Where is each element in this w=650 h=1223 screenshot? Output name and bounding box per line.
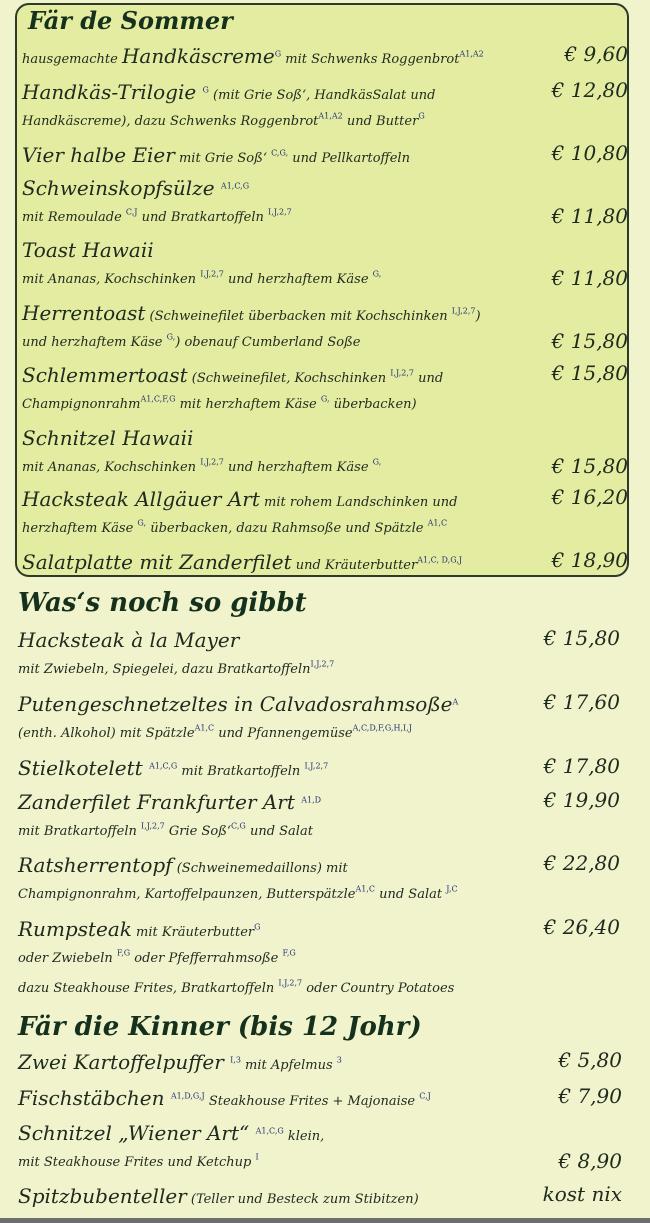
dish-description: und Bratkartoffeln xyxy=(137,210,269,225)
allergen-codes: C,J xyxy=(419,1091,431,1101)
dish-description: Steakhouse Frites + Majonaise xyxy=(204,1094,420,1109)
dish-price: € 10,80 xyxy=(551,141,628,165)
dish-description: klein, xyxy=(283,1129,325,1144)
dish-price: € 5,80 xyxy=(558,1048,622,1072)
allergen-codes: A1,C,G xyxy=(255,1126,284,1136)
dish-description: oder Pfefferrahmsoße xyxy=(130,951,283,966)
allergen-codes: C,G xyxy=(231,821,246,831)
dish-description: mit Remoulade xyxy=(22,210,126,225)
menu-item-line xyxy=(22,80,435,104)
allergen-codes: G, xyxy=(372,457,382,467)
dish-price: € 12,80 xyxy=(551,78,628,102)
allergen-codes: C,J xyxy=(125,207,138,217)
allergen-codes: A,C,D,F,G,H,I,J xyxy=(352,723,412,733)
dish-name: Schnitzel „Wiener Art“ xyxy=(18,1121,256,1145)
dish-name: Handkäs-Trilogie xyxy=(22,80,203,104)
dish-description: (Teller und Besteck zum Stibitzen) xyxy=(186,1192,419,1207)
dish-price: € 16,20 xyxy=(551,485,628,509)
allergen-codes: A1,C,F,G xyxy=(140,394,176,404)
dish-name: Hacksteak à la Mayer xyxy=(18,628,240,652)
section-title-summer: Fär de Sommer xyxy=(28,6,233,35)
menu-item-line xyxy=(18,917,261,941)
allergen-codes: I,J,2,7 xyxy=(451,306,476,316)
menu-item-line xyxy=(18,1184,419,1208)
dish-description: Handkäscreme), dazu Schwenks Roggenbrot xyxy=(22,114,319,129)
dish-description: mit Bratkartoffeln xyxy=(177,764,305,779)
dish-description: überbacken, dazu Rahmsoße und Spätzle xyxy=(146,521,428,536)
allergen-codes: I,J,2,7 xyxy=(268,207,292,217)
dish-description: (Schweinefilet, Kochschinken xyxy=(187,371,391,386)
dish-description: mit Zwiebeln, Spiegelei, dazu Bratkartoffeln xyxy=(18,662,311,677)
dish-description: mit rohem Landschinken und xyxy=(259,495,458,510)
dish-name: Schweinskopfsülze xyxy=(22,176,221,200)
dish-name: Toast Hawaii xyxy=(22,238,154,262)
allergen-codes: F,G xyxy=(116,948,131,958)
allergen-codes: I,J,2,7 xyxy=(141,821,165,831)
allergen-codes: I,J,2,7 xyxy=(278,978,303,988)
dish-description: ) obenauf Cumberland Soße xyxy=(175,335,361,350)
dish-price: € 22,80 xyxy=(543,851,620,875)
dish-name: Schnitzel Hawaii xyxy=(22,426,194,450)
menu-item-line xyxy=(22,517,447,536)
dish-name: Zwei Kartoffelpuffer xyxy=(18,1050,231,1074)
dish-price: € 11,80 xyxy=(551,266,628,290)
dish-name: Stielkotelett xyxy=(18,756,150,780)
allergen-codes: G xyxy=(202,85,209,95)
menu-item-line xyxy=(22,456,381,475)
menu-item-line xyxy=(18,1050,342,1074)
menu-item-line xyxy=(22,238,154,262)
dish-price: € 15,80 xyxy=(551,329,628,353)
allergen-codes: A1,C,G xyxy=(149,761,178,771)
allergen-codes: I xyxy=(255,1152,259,1162)
dish-name: Vier halbe Eier xyxy=(22,143,175,167)
dish-price: € 15,80 xyxy=(551,361,628,385)
dish-name: Fischstäbchen xyxy=(18,1086,171,1110)
dish-description: und Pfannengemüse xyxy=(214,726,353,741)
dish-name: Schlemmertoast xyxy=(22,363,188,387)
dish-price: € 26,40 xyxy=(543,915,620,939)
menu-item-line xyxy=(22,110,425,129)
allergen-codes: A1,C xyxy=(427,518,448,528)
dish-name: Hacksteak Allgäuer Art xyxy=(22,487,260,511)
dish-name: Rumpsteak xyxy=(18,917,132,941)
dish-description: (enth. Alkohol) mit Spätzle xyxy=(18,726,195,741)
dish-description: und herzhaftem Käse xyxy=(223,272,373,287)
allergen-codes: I,J,2,7 xyxy=(200,457,224,467)
menu-item-line xyxy=(22,331,360,350)
dish-description: (Schweinemedaillons) mit xyxy=(172,861,348,876)
dish-description: (mit Grie Soß‘, HandkäsSalat und xyxy=(208,88,436,103)
allergen-codes: A1,A2 xyxy=(318,111,343,121)
allergen-codes: I,3 xyxy=(230,1055,241,1065)
menu-item-line xyxy=(22,550,462,574)
allergen-codes: G xyxy=(254,922,261,932)
dish-description: mit herzhaftem Käse xyxy=(175,397,321,412)
dish-price: € 17,80 xyxy=(543,754,620,778)
dish-description: mit Apfelmus xyxy=(240,1058,337,1073)
dish-description: ) xyxy=(475,309,481,324)
menu-item-line xyxy=(22,44,484,68)
menu-item-line xyxy=(18,947,296,966)
dish-price: € 15,80 xyxy=(543,626,620,650)
menu-item-line xyxy=(22,487,458,511)
menu-item-line xyxy=(18,977,454,996)
dish-description: mit Kräuterbutter xyxy=(131,925,255,940)
menu-item-line xyxy=(18,756,328,780)
dish-price: € 15,80 xyxy=(551,454,628,478)
allergen-codes: G, xyxy=(166,332,176,342)
dish-description: und Salat xyxy=(245,824,313,839)
menu-item-line xyxy=(18,820,313,839)
dish-description: dazu Steakhouse Frites, Bratkartoffeln xyxy=(18,981,279,996)
dish-price: € 9,60 xyxy=(564,42,628,66)
dish-price: € 11,80 xyxy=(551,204,628,228)
dish-name: Putengeschnetzeltes in Calvadosrahmsoße xyxy=(18,692,453,716)
allergen-codes: A1,A2 xyxy=(459,49,484,59)
allergen-codes: J,C xyxy=(446,884,458,894)
menu-item-line xyxy=(22,176,249,200)
allergen-codes: G xyxy=(418,111,425,121)
dish-description: und Butter xyxy=(342,114,419,129)
allergen-codes: I,J,2,7 xyxy=(310,659,335,669)
dish-description: und Pellkartoffeln xyxy=(288,151,410,166)
section-title-more: Was‘s noch so gibbt xyxy=(18,588,307,618)
allergen-codes: A1,C xyxy=(194,723,215,733)
menu-item-line xyxy=(22,206,292,225)
dish-description: überbacken) xyxy=(329,397,417,412)
dish-description: Champignonrahm, Kartoffelpaunzen, Butterspätzle xyxy=(18,887,356,902)
dish-description: und herzhaftem Käse xyxy=(223,460,373,475)
dish-description: herzhaftem Käse xyxy=(22,521,138,536)
allergen-codes: C,G, xyxy=(271,148,289,158)
dish-description: und herzhaftem Käse xyxy=(22,335,167,350)
section-title-kids: Fär die Kinner (bis 12 Johr) xyxy=(18,1012,422,1042)
dish-description: oder Zwiebeln xyxy=(18,951,117,966)
dish-description: Champignonrahm xyxy=(22,397,141,412)
allergen-codes: A1,C,G xyxy=(220,181,250,191)
menu-item-line xyxy=(18,1151,259,1170)
menu-item-line xyxy=(18,853,348,877)
allergen-codes: I,J,2,7 xyxy=(304,761,329,771)
dish-price: € 7,90 xyxy=(558,1084,622,1108)
allergen-codes: G, xyxy=(372,269,382,279)
menu-item-line xyxy=(22,426,193,450)
dish-name: Herrentoast xyxy=(22,301,146,325)
allergen-codes: A xyxy=(452,697,459,707)
menu-item-line xyxy=(22,301,481,325)
dish-description: mit Ananas, Kochschinken xyxy=(22,272,201,287)
dish-description: oder Country Potatoes xyxy=(302,981,455,996)
dish-description: hausgemachte xyxy=(22,52,122,67)
menu-item-line xyxy=(18,1086,431,1110)
menu-item-line xyxy=(18,790,321,814)
menu-item-line xyxy=(18,658,334,677)
dish-description: mit Ananas, Kochschinken xyxy=(22,460,201,475)
dish-description: (Schweinefilet überbacken mit Kochschinken xyxy=(145,309,452,324)
divider xyxy=(0,1218,650,1223)
menu-item-line xyxy=(18,722,412,741)
menu-item-line xyxy=(18,628,239,652)
allergen-codes: F,G xyxy=(282,948,296,958)
dish-description: und Kräuterbutter xyxy=(291,558,418,573)
dish-name: Ratsherrentopf xyxy=(18,853,173,877)
dish-name: Salatplatte mit Zanderfilet xyxy=(22,550,292,574)
dish-name: Zanderfilet Frankfurter Art xyxy=(18,790,302,814)
dish-description: Grie Soß‘ xyxy=(164,824,232,839)
allergen-codes: A1,D,G,J xyxy=(170,1091,205,1101)
dish-description: und xyxy=(413,371,444,386)
dish-price: € 19,90 xyxy=(543,788,620,812)
dish-description: und Salat xyxy=(374,887,447,902)
allergen-codes: A1,D xyxy=(301,795,322,805)
allergen-codes: A1,C xyxy=(355,884,375,894)
allergen-codes: I,J,2,7 xyxy=(390,368,414,378)
allergen-codes: G, xyxy=(320,394,330,404)
dish-description: mit Bratkartoffeln xyxy=(18,824,142,839)
dish-description: mit Steakhouse Frites und Ketchup xyxy=(18,1155,256,1170)
menu-item-line xyxy=(18,692,458,716)
dish-price: € 18,90 xyxy=(551,548,628,572)
menu-item-line xyxy=(22,143,410,167)
menu-item-line xyxy=(22,393,417,412)
allergen-codes: A1,C, D,G,J xyxy=(417,555,463,565)
allergen-codes: G, xyxy=(137,518,147,528)
allergen-codes: G xyxy=(274,49,282,59)
dish-description: mit Schwenks Roggenbrot xyxy=(281,52,460,67)
dish-price: kost nix xyxy=(542,1182,622,1206)
allergen-codes: I,J,2,7 xyxy=(200,269,224,279)
menu-item-line xyxy=(22,268,381,287)
dish-name: Handkäscreme xyxy=(121,44,275,68)
dish-description: mit Grie Soß‘ xyxy=(174,151,272,166)
dish-name: Spitzbubenteller xyxy=(18,1184,187,1208)
menu-item-line xyxy=(18,883,458,902)
dish-price: € 8,90 xyxy=(558,1149,622,1173)
dish-price: € 17,60 xyxy=(543,690,620,714)
menu-item-line xyxy=(18,1121,324,1145)
allergen-codes: 3 xyxy=(336,1055,342,1065)
menu-item-line xyxy=(22,363,443,387)
